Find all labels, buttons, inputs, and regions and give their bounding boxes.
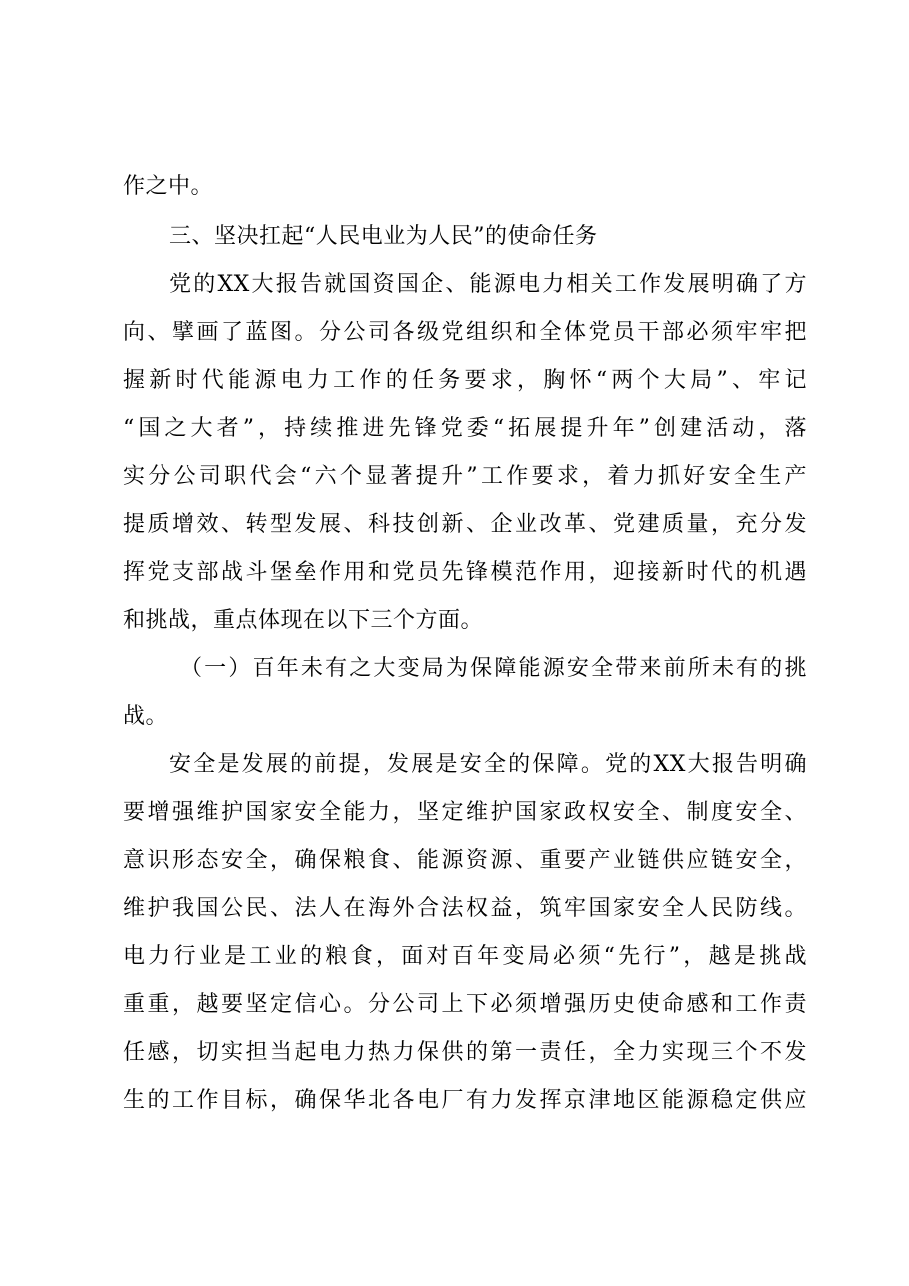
paragraph-line: 党的XX大报告就国资国企、能源电力相关工作发展明确了方	[169, 272, 807, 297]
paragraph-line: 要增强维护国家安全能力，坚定维护国家政权安全、制度安全、	[123, 800, 807, 825]
paragraph-line: 向、擘画了蓝图。分公司各级党组织和全体党员干部必须牢牢把	[123, 320, 807, 345]
paragraph-line: 提质增效、转型发展、科技创新、企业改革、党建质量，充分发	[123, 512, 807, 537]
paragraph-line: 意识形态安全，确保粮食、能源资源、重要产业链供应链安全，	[123, 848, 807, 873]
paragraph-line: 生的工作目标，确保华北各电厂有力发挥京津地区能源稳定供应	[123, 1088, 807, 1113]
paragraph-line: 任感，切实担当起电力热力保供的第一责任，全力实现三个不发	[123, 1040, 807, 1065]
paragraph-line: 重重，越要坚定信心。分公司上下必须增强历史使命感和工作责	[123, 992, 807, 1017]
subsection-heading: （一）百年未有之大变局为保障能源安全带来前所未有的挑	[180, 656, 807, 681]
paragraph-line: 实分公司职代会“六个显著提升”工作要求，着力抓好安全生产	[123, 464, 807, 489]
subsection-heading-continuation: 战。	[123, 704, 169, 729]
paragraph-line: 和挑战，重点体现在以下三个方面。	[123, 608, 484, 633]
paragraph-line: 安全是发展的前提，发展是安全的保障。党的XX大报告明确	[169, 752, 807, 777]
paragraph-line: 挥党支部战斗堡垒作用和党员先锋模范作用，迎接新时代的机遇	[123, 560, 807, 585]
paragraph-line: 电力行业是工业的粮食，面对百年变局必须“先行”，越是挑战	[123, 944, 807, 969]
section-heading: 三、坚决扛起“人民电业为人民”的使命任务	[169, 224, 598, 249]
paragraph-line: 维护我国公民、法人在海外合法权益，筑牢国家安全人民防线。	[123, 896, 807, 921]
paragraph-line: 握新时代能源电力工作的任务要求，胸怀“两个大局”、牢记	[123, 368, 807, 393]
paragraph-line: 作之中。	[123, 174, 214, 199]
paragraph-line: “国之大者”，持续推进先锋党委“拓展提升年”创建活动，落	[123, 416, 807, 441]
